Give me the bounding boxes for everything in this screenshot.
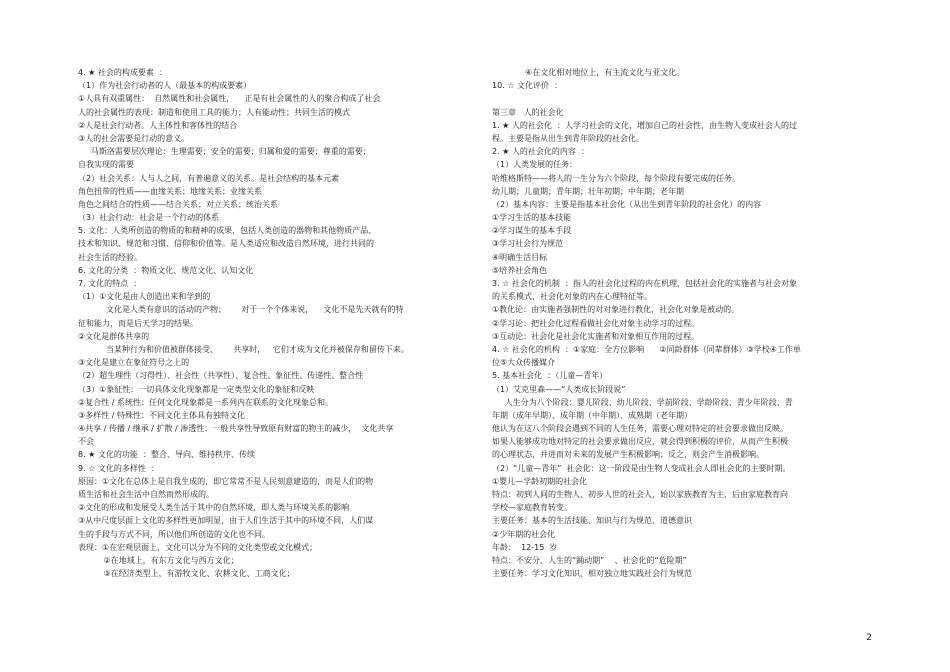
text-line: 文化是人类有意识的活动的产物； 对于一个个体来说， 文化不是先天就有的特 [78,305,404,315]
text-line: 自我实现的需要 [78,160,134,170]
page-number: 2 [866,633,872,643]
text-line: 程。主要是指从出生到青年阶段的社会化。 [492,133,644,143]
left-column [78,66,478,580]
text-line: 主要任务：学习文化知识、相对独立地实践社会行为规范 [492,569,692,579]
text-line: 2. ★ 人的社会化的内容 ： [492,147,589,157]
text-line: 幼儿期；儿童期；青年期；壮年初期；中年期；老年期 [492,186,684,196]
text-line: 学校—家庭教育转变。 [492,503,572,513]
text-line: 10. ☆ 文化评价 ： [492,81,563,91]
text-line: 的心理状态，并进而对未来的发展产生积极影响；反之，则会产生消极影响。 [492,450,764,460]
text-line: ①人具有双重属性： 自然属性和社会属性， 正是有社会属性的人的聚合构成了社会 [78,94,381,104]
text-line: （1）人类发展的任务： [492,160,578,170]
text-line: ④共享 / 传播 / 继承 / 扩散 / 渗透性：一般共享性导致原有财富的物主的减少， 文化共享 [78,424,394,434]
text-line: 1. ★ 人的社会化 ：人学习社会的文化，增加自己的社会性，由生物人变成社会人的过 [492,120,797,130]
text-line: 年龄： 12-15 岁 [492,542,558,552]
text-line: ①教化论：由实施者强制性的对对象进行教化，社会化对象是被动的。 [492,305,740,315]
text-line: 7. 文化的特点 ： [78,279,142,288]
text-line: ②在地域上，有东方文化与西方文化； [78,555,239,565]
text-line: 人的社会属性的表现：制造和使用工具的能力；人有能动性；共同生活的模式 [78,107,350,117]
text-line: 社会生活的经验。 [78,252,142,262]
text-line: 3. ☆ 社会化的机制 ：指人的社会化过程的内在机理，包括社会化的实施者与社会对象 [492,279,797,288]
text-line: （2）基本内容：主要是指基本社会化（从出生到青年阶段的社会化）的内容 [492,199,762,209]
text-line: ③人的社会需要是行动的意义。 [78,133,190,143]
text-line: （1）艾克里森——“人类成长阶段说” [492,384,626,394]
text-line: ①学习生活的基本技能 [492,213,572,223]
text-line: ②文化是群体共享的 [78,331,150,341]
text-line: 第三章 人的社会化 [492,107,564,117]
text-line: 9. ☆ 文化的多样性 ： [78,463,159,473]
text-line: ②少年期的社会化 [492,529,556,539]
text-line: 征和能力，而是后天学习的结果。 [78,318,198,328]
text-line: ③学习社会行为规范 [492,239,564,249]
text-line: 8. ★ 文化的功能 ：整合、导向、维持秩序、传续 [78,450,255,460]
text-line: 人生分为八个阶段：婴儿阶段、幼儿阶段、学前阶段、学龄阶段、青少年阶段、青 [492,397,793,407]
text-line: 5. 文化：人类所创造的物质的和精神的成果，包括人类创造的器物和其他物质产品、 [78,226,377,236]
text-line: ①婴儿—学龄初期的社会化 [492,476,588,486]
text-line: 4. ☆ 社会化的机构 ：①家庭：全方位影响 ②同龄群体（同辈群体）③学校④工作单 [492,344,801,354]
text-line: ②复合性 / 系统性：任何文化现象都是一系列内在联系的文化现象总和。 [78,397,333,407]
text-line: 角色之间结合的性质——结合关系；对立关系；统治关系 [78,199,278,209]
text-line: 当某种行为和价值被群体接受、 共享时， 它们才成为文化并被保存和留传下来。 [78,344,409,354]
text-line: 角色扭带的性质——血缘关系；地缘关系；业缘关系 [78,186,262,196]
text-line: ④明确生活目标 [492,252,548,262]
text-line: 原因：①文化在总体上是自我生成的，即它常常不是人民刻意建造的，而是人们的物 [78,476,374,486]
text-line: ③文化是建立在象征符号之上的 [78,358,190,368]
text-line: 生的手段与方式不同，所以他们所创造的文化也不同。 [78,529,270,539]
text-line: （2）社会关系：人与人之间，有普遍意义的关系。是社会结构的基本元素 [78,173,340,183]
text-line: 如果人能够成功地对特定的社会要求做出反应，就会得到积极的评价，从而产生积极 [492,437,788,447]
text-line: 6. 文化的分类 ：物质文化、规范文化、认知文化 [78,265,254,275]
text-line: （2）“儿童—青年” 社会化：这一阶段是由生物人变成社会人即社会化的主要时期。 [492,463,791,473]
text-line: 不会 [78,437,94,447]
text-line: （1）作为社会行动者的人（最基本的构成要素） [78,81,252,91]
text-line: ⑤培养社会角色 [492,265,548,275]
text-line: ②人是社会行动者。人主体性和客体性的结合 [78,120,238,130]
text-line: （3）①象征性：一切具体文化现象都是一定类型文化的象征和反映 [78,384,315,394]
text-line: 表现：①在宏观层面上，文化可以分为不同的文化类型或文化模式； [78,542,318,552]
text-line: 技术和知识、规范和习惯、信仰和价值等。是人类适应和改造自然环境，进行共同的 [78,239,374,249]
text-line: 4. ★ 社会的构成要素 ： [78,68,167,77]
text-line: ②学习论：把社会化过程看做社会化对象主动学习的过程。 [492,318,700,328]
text-line: ③互动论：社会化是社会化实施者和对象相互作用的过程。 [492,331,700,341]
text-line: 哈维格斯特——将人的一生分为六个阶段，每个阶段有要完成的任务。 [492,173,740,183]
text-line: ③多样性 / 特殊性：不同文化主体具有独特文化 [78,410,245,420]
text-line: ④在文化相对地位上，有主流文化与亚文化。 [492,68,685,77]
text-line: 年期（成年早期）、成年期（中年期）、成熟期（老年期） [492,410,692,420]
text-line: 的关系模式，社会化对象的内在心理特征等。 [492,292,652,302]
text-line: （1）①文化是由人创造出来和学到的 [78,292,211,302]
text-line: ②文化的形成和发展受人类生活于其中的自然环境，即人类与环境关系的影响 [78,503,350,513]
text-line: 特点：不安分、人生的“踊动期” 、社会化的“危险期” [492,555,687,565]
text-line: 位⑤大众传播媒介 [492,358,556,368]
text-line: 主要任务：基本的生活技能、知识与行为规范、道德意识 [492,516,692,526]
text-line: 质生活和社会生活中自然而然形成的。 [78,490,214,499]
text-line [492,92,892,105]
text-line: ③从中尺度层面上文化的多样性更加明显，由于人们生活于其中的环境不同，人们谋 [78,516,374,526]
text-line: （3）社会行动：社会是一个行动的体系 [78,213,220,223]
text-line: 5. 基本社会化 ：（儿童—青年） [492,371,608,381]
text-line: 马斯洛需要层次理论：生理需要；安全的需要；归属和爱的需要；尊重的需要； [78,147,371,157]
right-column [492,66,892,580]
text-line: 特点：初到人间的生物人、初步人世的社会人，始以家族教育为主，后由家庭教育向 [492,490,788,499]
text-line: 他认为在这八个阶段会遇到不同的人生任务，需要心理对特定的社会要求做出反映。 [492,424,788,434]
text-line: ③在经济类型上，有游牧文化、农耕文化、工商文化； [78,569,295,579]
text-line: ②学习谋生的基本手段 [492,226,572,236]
text-line: （2）超生理性（习得性）、社会性（共享性）、复合性、象征性、传递性、整合性 [78,371,364,381]
